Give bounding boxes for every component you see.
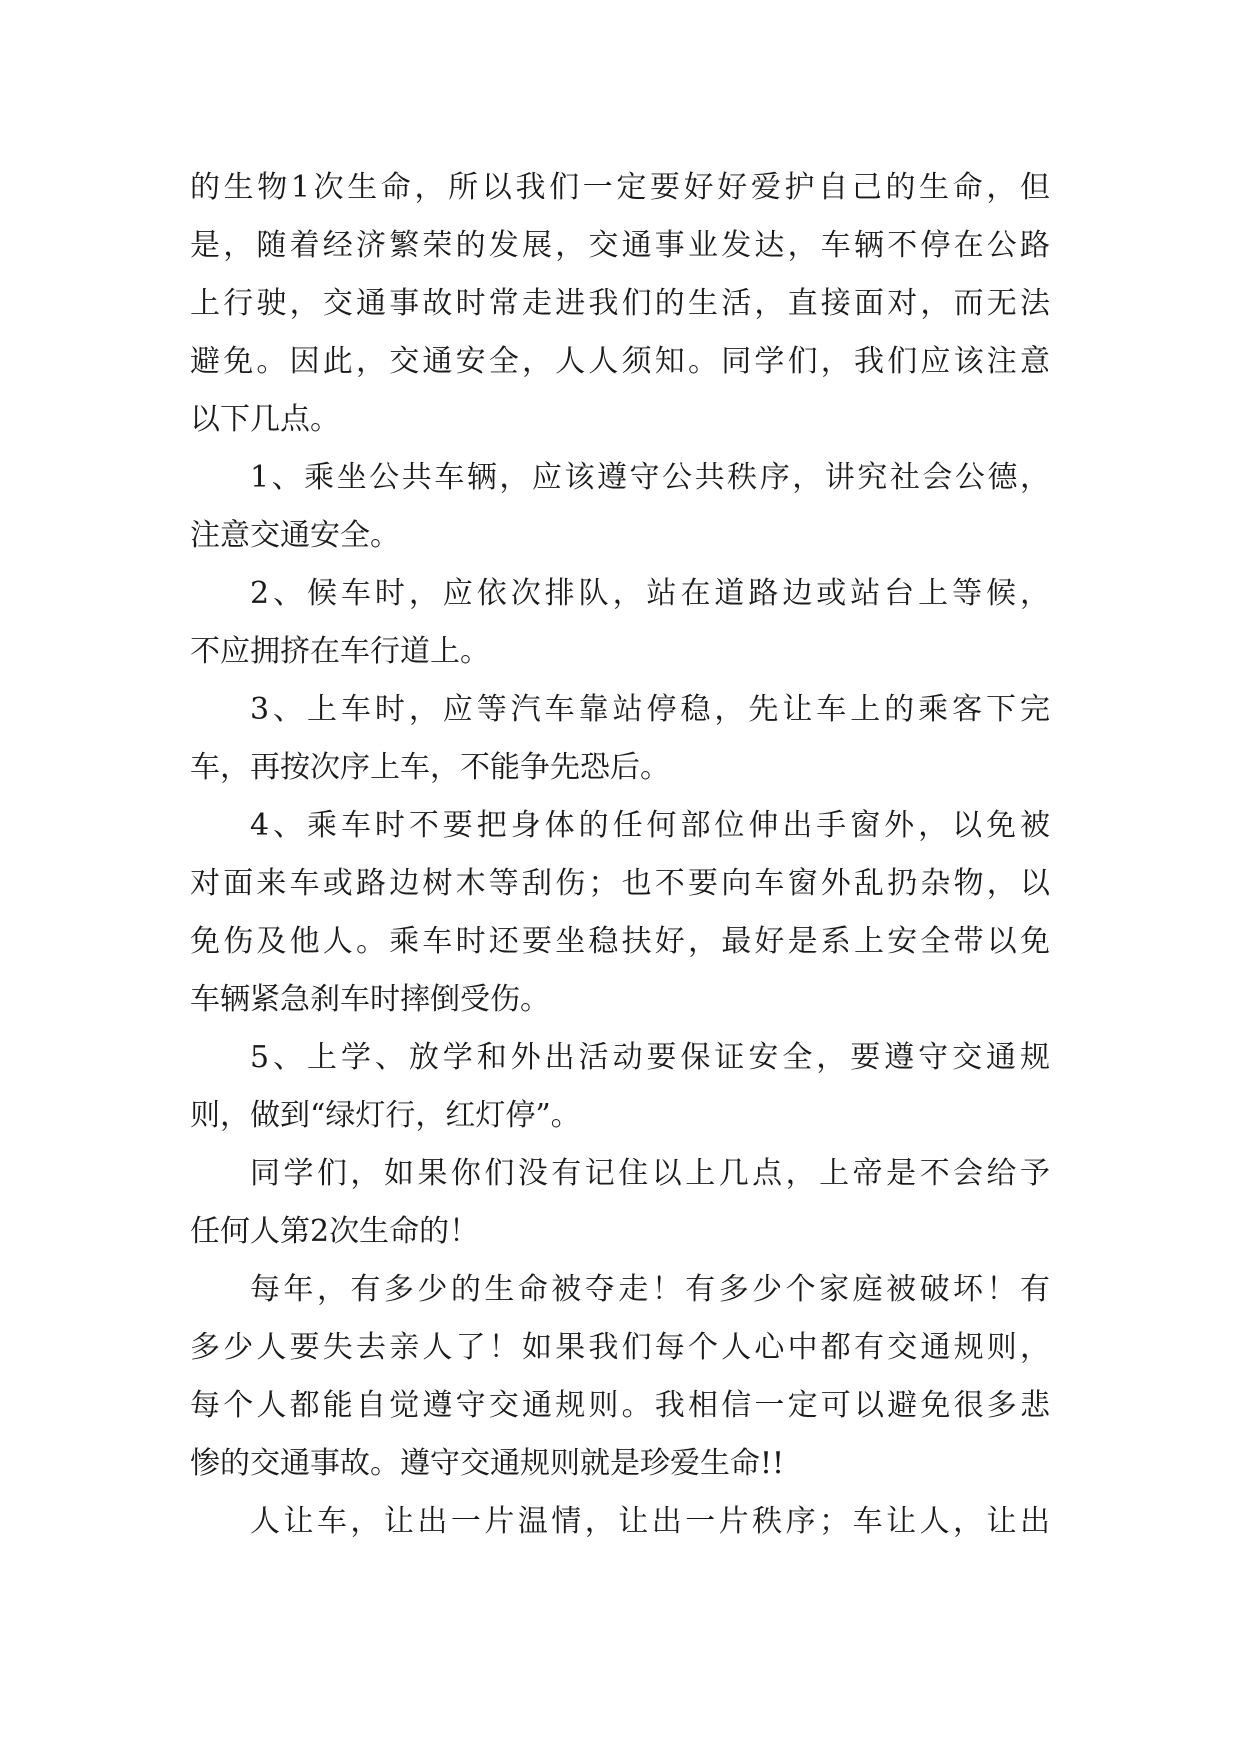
text-line: 车，再按次序上车，不能争先恐后。 (190, 750, 670, 785)
list-item-5-line: 5、上学、放学和外出活动要保证安全，要遵守交通规 (250, 1040, 1050, 1075)
text-line: 注意交通安全。 (190, 518, 400, 553)
list-item-2-line: 2、候车时，应依次排队，站在道路边或站台上等候， (250, 576, 1050, 611)
paragraph-line: 同学们，如果你们没有记住以上几点，上帝是不会给予 (250, 1156, 1050, 1191)
text-line: 多少人要失去亲人了！如果我们每个人心中都有交通规则， (190, 1330, 1050, 1365)
list-item-4-line: 4、乘车时不要把身体的任何部位伸出手窗外，以免被 (250, 808, 1050, 843)
text-line: 惨的交通事故。遵守交通规则就是珍爱生命!! (190, 1446, 785, 1481)
text-line: 车辆紧急刹车时摔倒受伤。 (190, 982, 550, 1017)
text-line: 避免。因此，交通安全，人人须知。同学们，我们应该注意 (190, 344, 1050, 379)
text-line: 不应拥挤在车行道上。 (190, 634, 490, 669)
list-item-3-line: 3、上车时，应等汽车靠站停稳，先让车上的乘客下完 (250, 692, 1050, 727)
text-line: 任何人第2次生命的！ (190, 1214, 480, 1249)
text-line: 的生物1次生命，所以我们一定要好好爱护自己的生命，但 (190, 170, 1050, 205)
list-item-1-line: 1、乘坐公共车辆，应该遵守公共秩序，讲究社会公德， (250, 460, 1050, 495)
text-line: 免伤及他人。乘车时还要坐稳扶好，最好是系上安全带以免 (190, 924, 1050, 959)
text-line: 对面来车或路边树木等刮伤；也不要向车窗外乱扔杂物，以 (190, 866, 1050, 901)
text-line: 上行驶，交通事故时常走进我们的生活，直接面对，而无法 (190, 286, 1050, 321)
text-line: 是，随着经济繁荣的发展，交通事业发达，车辆不停在公路 (190, 228, 1050, 263)
paragraph-line: 人让车，让出一片温情，让出一片秩序；车让人，让出 (250, 1504, 1050, 1539)
text-line: 则，做到“绿灯行，红灯停”。 (190, 1098, 581, 1133)
text-line: 以下几点。 (190, 402, 340, 437)
text-line: 每个人都能自觉遵守交通规则。我相信一定可以避免很多悲 (190, 1388, 1050, 1423)
paragraph-line: 每年，有多少的生命被夺走！有多少个家庭被破坏！有 (250, 1272, 1050, 1307)
